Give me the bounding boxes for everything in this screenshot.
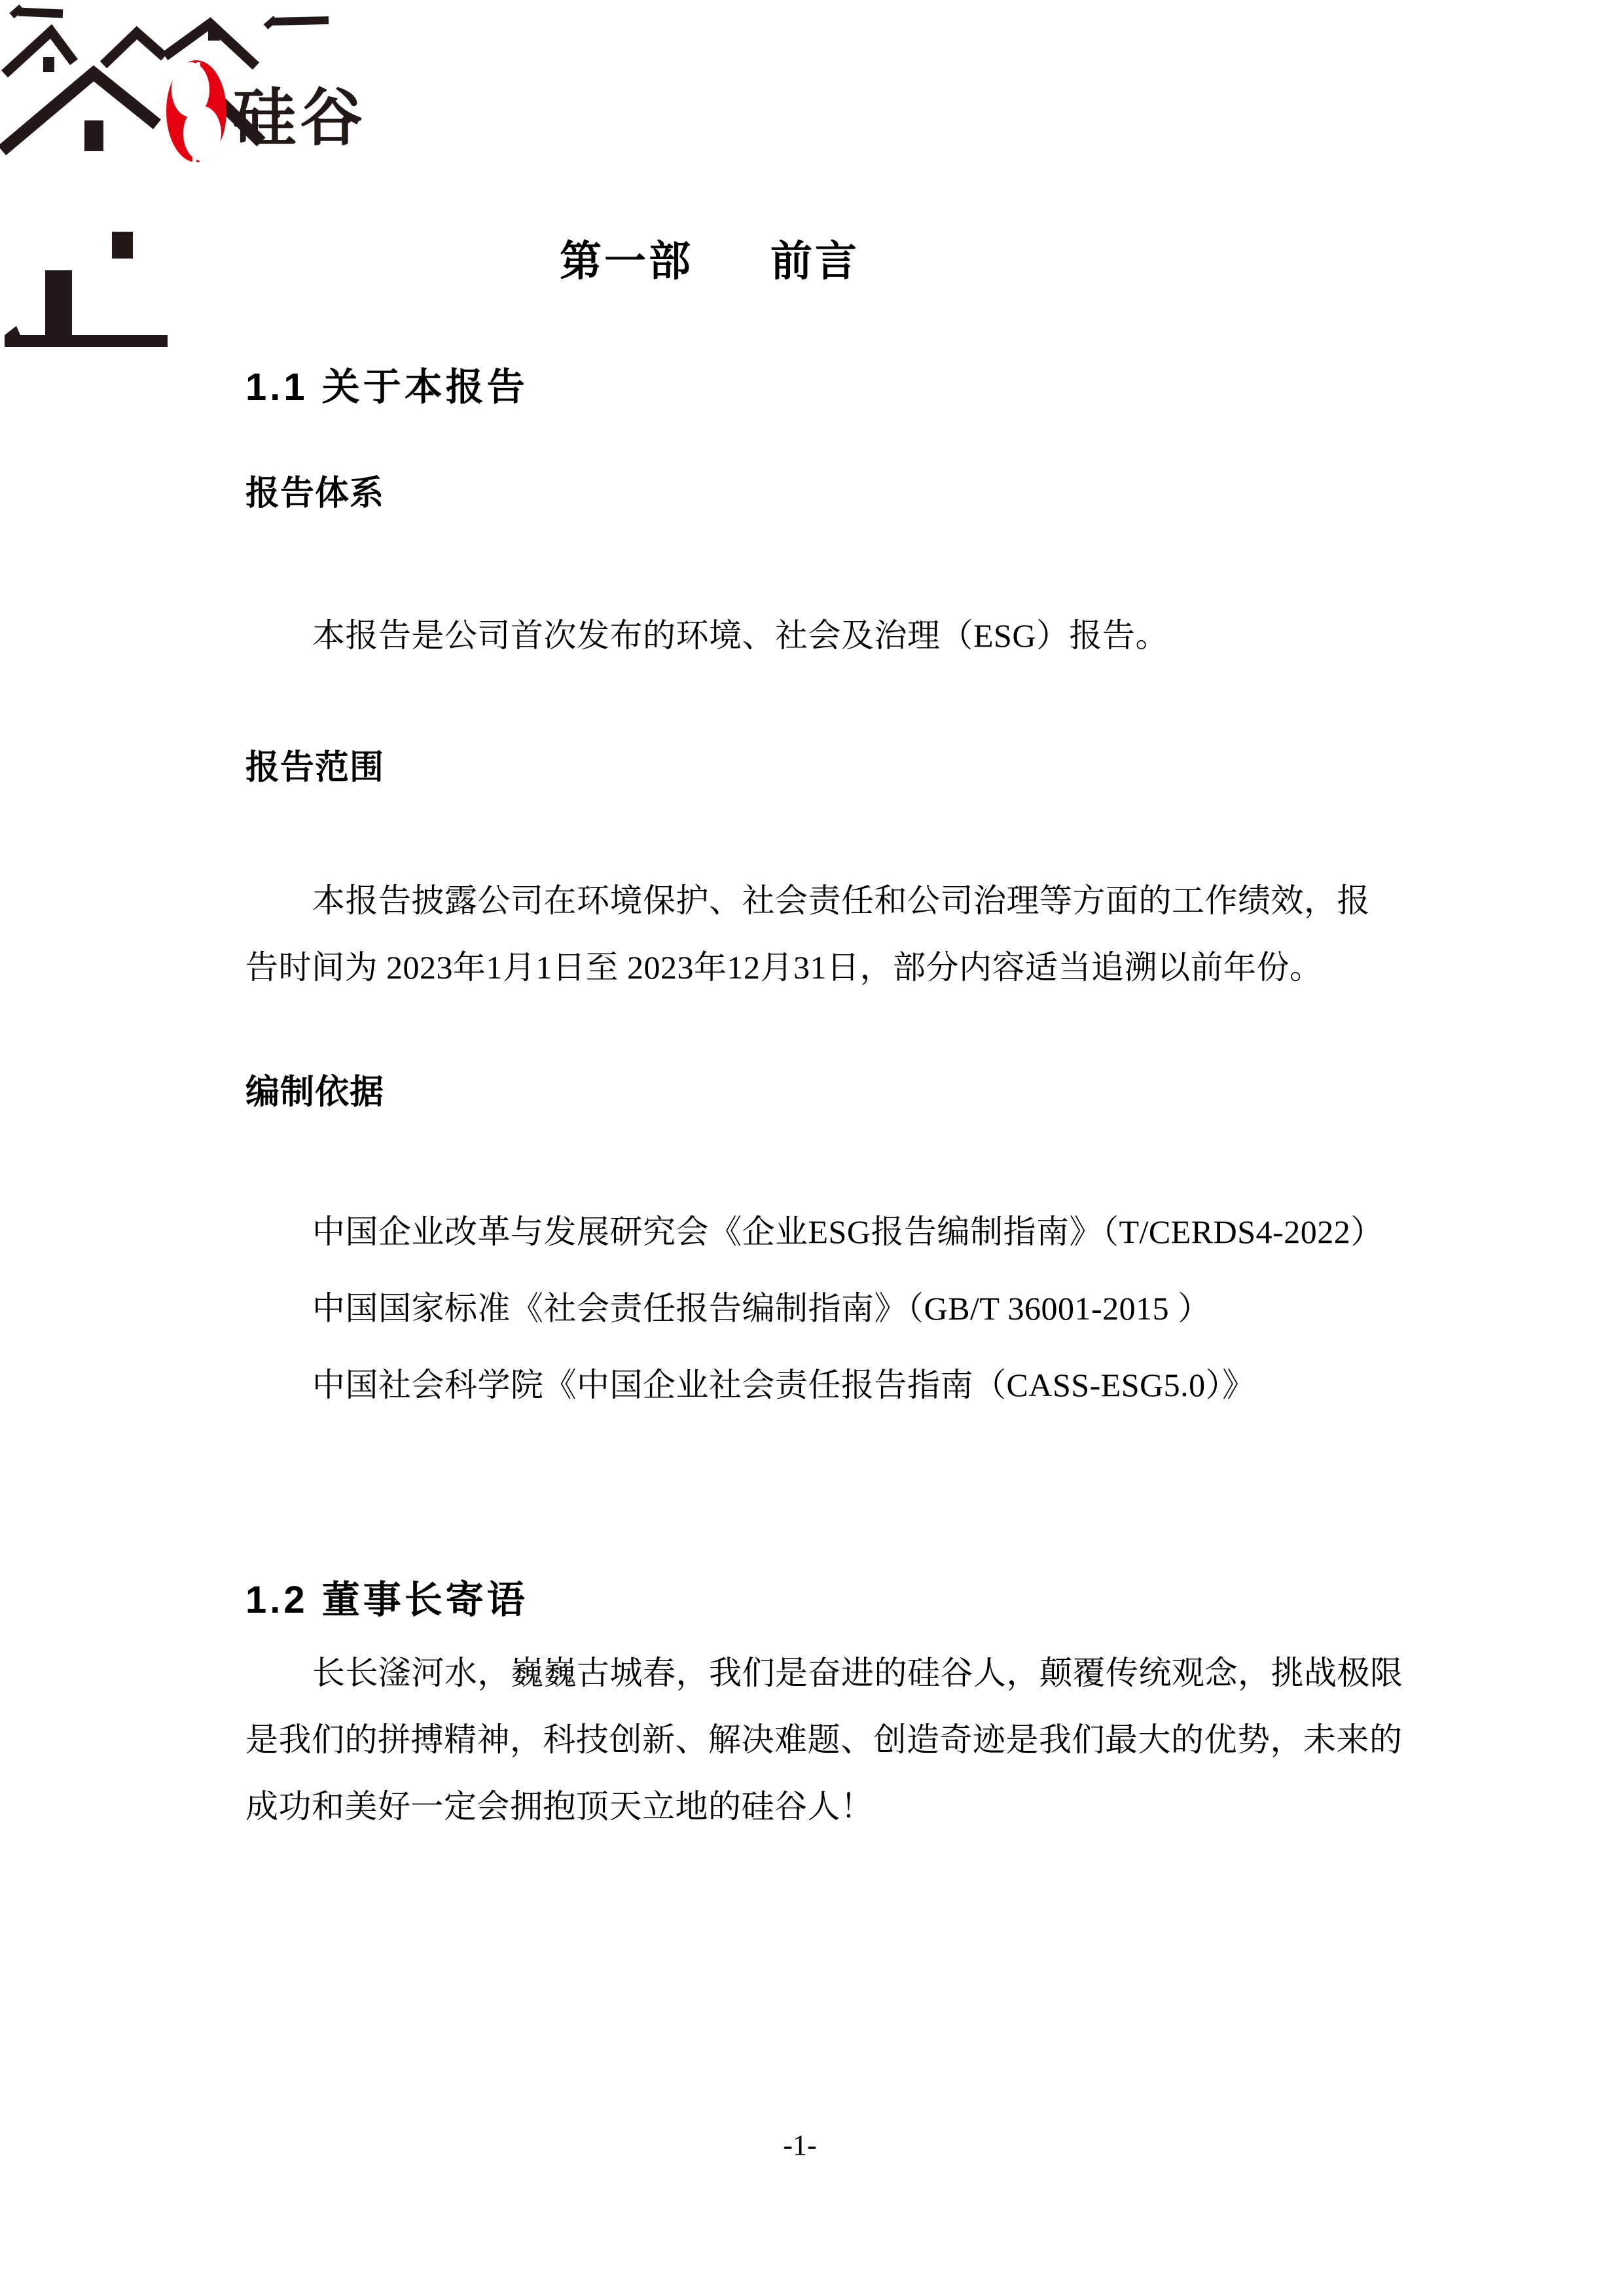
paragraph-line: 告时间为 2023年1月1日至 2023年12月31日，部分内容适当追溯以前年份。 bbox=[245, 949, 1323, 986]
section-heading-chairman-message: 1.2 董事长寄语 bbox=[245, 1579, 528, 1621]
page-number: -1- bbox=[783, 2129, 817, 2161]
page-title bbox=[560, 228, 859, 288]
paragraph-line: 本报告披露公司在环境保护、社会责任和公司治理等方面的工作绩效，报 bbox=[312, 882, 1370, 919]
paragraph-line: 成功和美好一定会拥抱顶天立地的硅谷人！ bbox=[245, 1788, 874, 1825]
subheading-report-scope: 报告范围 bbox=[245, 749, 385, 787]
paragraph-line: 本报告是公司首次发布的环境、社会及治理（ESG）报告。 bbox=[312, 617, 1168, 654]
subheading-report-system: 报告体系 bbox=[245, 475, 385, 512]
company-logo bbox=[0, 0, 367, 353]
subheading-compilation-basis: 编制依据 bbox=[245, 1074, 385, 1111]
logo-text: 硅谷 bbox=[233, 83, 367, 153]
title-part-label: 第一部 bbox=[560, 238, 693, 285]
title-name-label: 前言 bbox=[770, 238, 859, 285]
paragraph-line: 是我们的拼搏精神，科技创新、解决难题、创造奇迹是我们最大的优势，未来的 bbox=[245, 1721, 1403, 1758]
list-item: 中国国家标准《社会责任报告编制指南》（GB/T 36001-2015 ） bbox=[312, 1290, 1211, 1327]
list-item: 中国企业改革与发展研究会《企业ESG报告编制指南》（T/CERDS4-2022） bbox=[312, 1213, 1384, 1250]
section-heading-about-report: 1.1 关于本报告 bbox=[245, 366, 528, 408]
list-item: 中国社会科学院《中国企业社会责任报告指南（CASS-ESG5.0）》 bbox=[312, 1367, 1255, 1403]
paragraph-line: 长长滏河水，巍巍古城春，我们是奋进的硅谷人，颠覆传统观念，挑战极限 bbox=[312, 1655, 1403, 1691]
